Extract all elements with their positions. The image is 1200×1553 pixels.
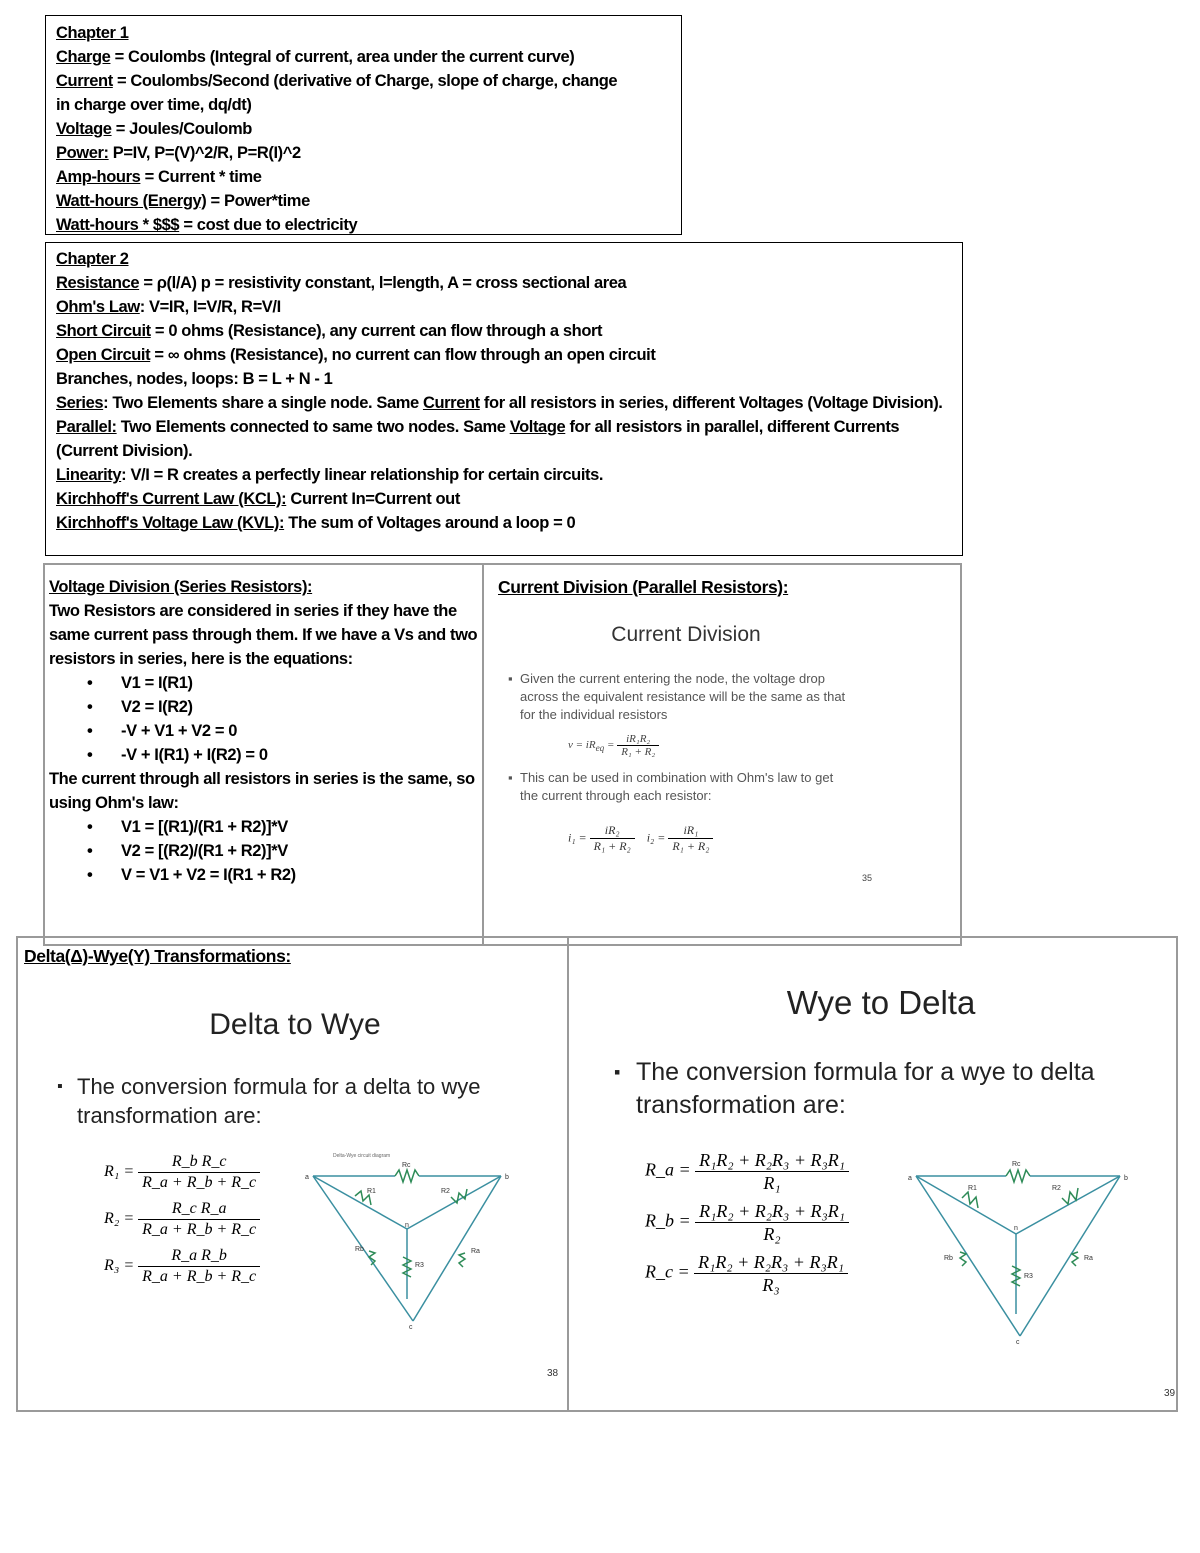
list-item: • V1 = [(R1)/(R1 + R2)]*V [121,815,479,839]
wye-to-delta-bullet: ▪ The conversion formula for a wye to delta transformation are: [614,1058,1095,1119]
label-r1: R1 [968,1185,977,1192]
chapter1-title: Chapter 1 [56,24,129,42]
delta-right-wire [413,1176,501,1321]
node-c: c [1016,1339,1020,1344]
wye-to-delta-page-number: 39 [1164,1388,1176,1399]
voltage-bullets-1 [49,671,479,767]
chapter2-box [45,242,963,556]
list-item: • V1 = I(R1) [121,671,479,695]
list-item: • -V + V1 + V2 = 0 [121,719,479,743]
linearity-line: Linearity: V/I = R creates a perfectly linear relationship for certain circuits. [56,466,604,484]
delta-to-wye-bullet: ▪ The conversion formula for a delta to wye transformation are: [57,1074,481,1128]
current-division-eq2: i₁ = $\frac{\text{iR₂}}{\text{R₁ + R₂}}$ i₂ = $\frac{\text{iR₁}}{\text{R₁ + R₂}}$ [568,823,713,854]
label-rc: Rc [402,1162,411,1169]
wye-to-delta-slide-title: Wye to Delta [786,984,976,1021]
resistor-ra [459,1253,465,1267]
voltage-bullets-2 [49,815,479,887]
label-rb: Rb [944,1255,953,1262]
delta-to-wye-panel [20,944,566,1408]
wye-to-delta-panel [571,944,1176,1408]
resistor-rb [960,1252,966,1266]
current-division-panel [486,575,956,905]
voltage-division-intro: Two Resistors are considered in series if they have the same current pass through them. If we have a Vs and two resistors in series, here is the equations: [49,602,478,668]
label-rb: Rb [355,1246,364,1253]
kcl-line: Kirchhoff's Current Law (KCL): Current In=Current out [56,490,460,508]
node-a: a [305,1174,309,1181]
current-division-page-number: 35 [862,873,873,883]
label-ra: Ra [1084,1255,1093,1262]
resistor-rc [1006,1170,1030,1182]
resistor-rc [395,1170,419,1182]
chapter1-line: Voltage = Joules/Coulomb [56,120,252,138]
delta-to-wye-slide-title: Delta to Wye [209,1008,381,1041]
node-b: b [505,1174,509,1181]
list-item: • V = V1 + V2 = I(R1 + R2) [121,863,479,887]
current-division-eq1: $v = iR_{eq}$ = $\frac{\text{iR₁R₂}}{\text{R₁ + R₂}}$ [568,733,659,758]
label-r3: R3 [415,1262,424,1269]
current-division-title: Current Division (Parallel Resistors): [498,577,789,597]
chapter1-line: in charge over time, dq/dt) [56,96,252,114]
node-n: n [405,1222,409,1229]
series-line: Series: Two Elements share a single node. Same Current for all resistors in series, different Voltages (Voltage Division). [56,394,943,412]
chapter1-line: Charge = Coulombs (Integral of current, area under the current curve) [56,48,575,66]
node-c: c [409,1324,413,1329]
delta-wye-circuit-diagram [305,1149,525,1329]
voltage-division-title: Voltage Division (Series Resistors): [49,578,313,596]
list-item: • V2 = I(R2) [121,695,479,719]
chapter1-line: Watt-hours (Energy) = Power*time [56,192,310,210]
delta-to-wye-equations: R₁ = $\frac{\text{R\_b R\_c}}{R\_a + R\_b + R\_c}$ R₂ = $\frac{\text{R\_c R\_a}}{R\_a + R\_b + R\_c}$ R₃ = $\frac{\text{R\_a R\_b}}{R\_a + R\_b + R\_c}$ [104,1152,260,1287]
resistance-line: Resistance = ρ(l/A) p = resistivity constant, l=length, A = cross sectional area [56,274,627,292]
resistor-r1 [962,1192,978,1208]
voltage-division-middle: The current through all resistors in series is the same, so using Ohm's law: [49,770,475,812]
label-rc: Rc [1012,1161,1021,1168]
list-item: • V2 = [(R2)/(R1 + R2)]*V [121,839,479,863]
voltage-division-panel [49,575,479,887]
wye-left-wire [313,1176,407,1229]
ohms-law-line: Ohm's Law: V=IR, I=V/R, R=V/I [56,298,281,316]
label-ra: Ra [471,1248,480,1255]
node-n: n [1014,1225,1018,1232]
kvl-line: Kirchhoff's Voltage Law (KVL): The sum of Voltages around a loop = 0 [56,514,576,532]
branches-line: Branches, nodes, loops: B = L + N - 1 [56,370,333,388]
label-r1: R1 [367,1188,376,1195]
current-division-slide-title: Current Division [611,623,761,646]
delta-to-wye-page-number: 38 [547,1368,559,1379]
resistor-ra [1072,1252,1078,1266]
resistor-rb [369,1251,375,1265]
node-b: b [1124,1175,1128,1182]
short-circuit-line: Short Circuit = 0 ohms (Resistance), any current can flow through a short [56,322,603,340]
current-division-bullet-2: ▪ This can be used in combination with Ohm's law to get the current through each resistor: [508,770,834,803]
label-r2: R2 [441,1188,450,1195]
delta-wye-title: Delta(Δ)-Wye(Y) Transformations: [24,946,291,966]
label-r3: R3 [1024,1273,1033,1280]
node-a: a [908,1175,912,1182]
wye-delta-circuit-diagram [906,1154,1136,1344]
chapter1-line: Power: P=IV, P=(V)^2/R, P=R(I)^2 [56,144,301,162]
list-item: • -V + I(R1) + I(R2) = 0 [121,743,479,767]
chapter1-box [45,15,682,235]
label-r2: R2 [1052,1185,1061,1192]
wye-right-wire [407,1176,501,1229]
parallel-line: Parallel: Two Elements connected to same two nodes. Same Voltage for all resistors in parallel, different Currents (Current Division). [56,418,900,460]
current-division-bullet-1: ▪ Given the current entering the node, the voltage drop across the equivalent resistance will be the same as that for the individual resistors [508,671,846,722]
open-circuit-line: Open Circuit = ∞ ohms (Resistance), no current can flow through an open circuit [56,346,656,364]
chapter2-title: Chapter 2 [56,250,129,268]
diagram-caption: Delta-Wye circuit diagram [333,1153,391,1159]
chapter1-line: Watt-hours * $$$ = cost due to electricity [56,216,358,234]
chapter1-line: Current = Coulombs/Second (derivative of Charge, slope of charge, change [56,72,618,90]
chapter1-line: Amp-hours = Current * time [56,168,262,186]
division-divider [482,563,484,946]
wye-to-delta-equations: R_a = $\frac{\text{R₁R₂ + R₂R₃ + R₃R₁}}{\text{R₁}}$ R_b = $\frac{\text{R₁R₂ + R₂R₃ + R₃R₁}}{\text{R₂}}$ R_c = $\frac{\text{R₁R₂ + R₂R₃ + R₃R₁}}{\text{R₃}}$ [645,1149,849,1296]
